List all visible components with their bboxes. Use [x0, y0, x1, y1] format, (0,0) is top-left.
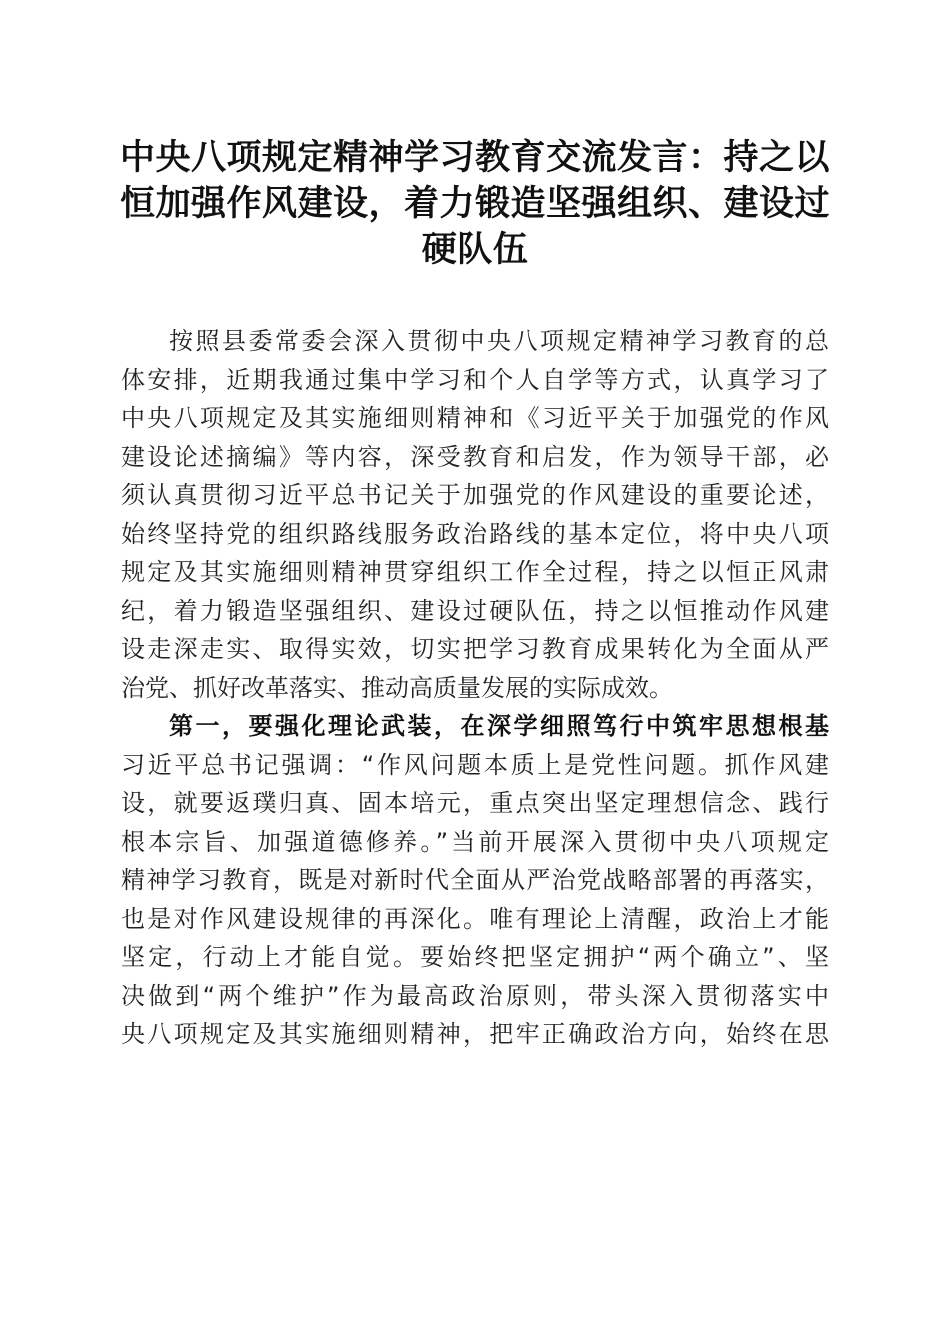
title-line: 中央八项规定精神学习教育交流发言：持之以 [119, 137, 830, 178]
text-line: 决做到“两个维护”作为最高政治原则，带头深入贯彻落实中 [121, 981, 829, 1010]
paragraph-1 [121, 322, 829, 707]
document-title [110, 135, 840, 273]
text-line: 央八项规定及其实施细则精神，把牢正确政治方向，始终在思 [121, 1020, 829, 1048]
section-heading: 第一，要强化理论武装，在深学细照笃行中筑牢思想根基 [169, 712, 829, 740]
text-line: 治党、抓好改革落实、推动高质量发展的实际成效。 [121, 673, 673, 702]
text-line: 习近平总书记强调：“作风问题本质上是党性问题。抓作风建 [121, 750, 829, 779]
text-line: 须认真贯彻习近平总书记关于加强党的作风建设的重要论述， [121, 481, 829, 509]
title-line: 硬队伍 [421, 229, 529, 270]
text-line: 中央八项规定及其实施细则精神和《习近平关于加强党的作风 [121, 404, 829, 432]
text-line: 也是对作风建设规律的再深化。唯有理论上清醒，政治上才能 [121, 904, 829, 933]
title-line: 恒加强作风建设，着力锻造坚强组织、建设过 [119, 183, 830, 224]
text-line: 设，就要返璞归真、固本培元，重点突出坚定理想信念、践行 [121, 789, 829, 817]
text-line: 纪，着力锻造坚强组织、建设过硬队伍，持之以恒推动作风建 [121, 596, 829, 625]
text-line: 精神学习教育，既是对新时代全面从严治党战略部署的再落实， [121, 866, 829, 894]
text-line: 体安排，近期我通过集中学习和个人自学等方式，认真学习了 [121, 365, 829, 394]
text-line: 始终坚持党的组织路线服务政治路线的基本定位，将中央八项 [121, 519, 829, 548]
document-body [121, 322, 829, 1054]
paragraph-2 [121, 746, 829, 1054]
text-line: 规定及其实施细则精神贯穿组织工作全过程，持之以恒正风肃 [121, 558, 829, 586]
text-line: 坚定，行动上才能自觉。要始终把坚定拥护“两个确立”、坚 [121, 943, 829, 971]
text-line: 根本宗旨、加强道德修养。”当前开展深入贯彻中央八项规定 [121, 827, 829, 856]
text-line: 按照县委常委会深入贯彻中央八项规定精神学习教育的总 [169, 327, 829, 355]
text-line: 建设论述摘编》等内容，深受教育和启发，作为领导干部，必 [121, 442, 829, 471]
text-line: 设走深走实、取得实效，切实把学习教育成果转化为全面从严 [121, 635, 829, 663]
